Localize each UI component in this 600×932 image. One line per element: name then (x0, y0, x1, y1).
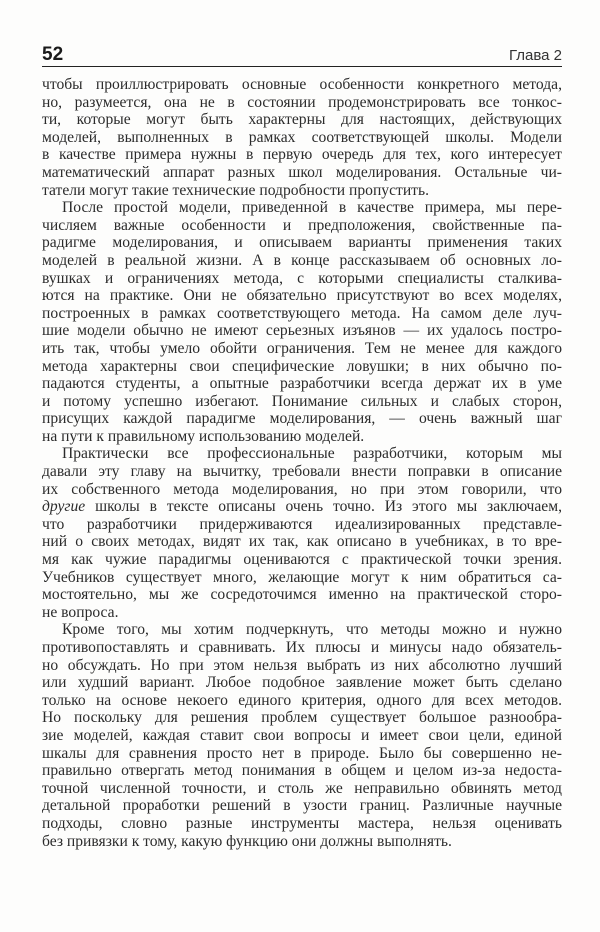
text-line: моделей в реальной жизни. А в конце рассказываем об основных ло- (42, 251, 562, 269)
text-line: точной численной точности, и столь же неправильно обвинять метод (42, 779, 562, 797)
text-line: присущих каждой парадигме моделирования, — очень важный шаг (42, 410, 562, 428)
text-line: вушках и ограничениях метода, с которыми специалисты сталкива- (42, 269, 562, 287)
text-line: или худший вариант. Любое подобное заявление может быть сделано (42, 674, 562, 692)
text-line: Практически все профессиональные разработчики, которым мы (62, 445, 562, 463)
text-line: После простой модели, приведенной в качестве примера, мы пере- (62, 199, 562, 217)
text-line: не вопроса. (42, 603, 119, 621)
text-line: мостоятельно, мы же сосредоточимся именно на практической сторо- (42, 586, 562, 604)
text-line: Кроме того, мы хотим подчеркнуть, что методы можно и нужно (62, 621, 562, 639)
text-line: ти, которые могут быть характерны для настоящих, действующих (42, 111, 562, 129)
text-line: в качестве примера нужны в первую очередь для тех, кого интересует (42, 146, 562, 164)
text-line: мя как чужие парадигмы оцениваются с практической точки зрения. (42, 551, 562, 569)
text-line: Но поскольку для решения проблем существует большое разнообра- (42, 709, 562, 727)
text-line: татели могут такие технические подробности пропустить. (42, 181, 430, 199)
page-body (42, 76, 562, 850)
text-line: их собственного метода моделирования, но при этом говорили, что (42, 480, 562, 498)
text-line: без привязки к тому, какую функцию они должны выполнять. (42, 832, 452, 850)
text-line: ются на практике. Они не обязательно присутствуют во всех моделях, (42, 287, 562, 305)
text-line: шие модели обычно не имеют серьезных изъянов — их удалось постро- (42, 322, 562, 340)
paragraph (42, 199, 562, 445)
text-line: моделей, выполненных в рамках соответствующей школы. Модели (42, 128, 562, 146)
text-line: но обсуждать. Но при этом нельзя выбрать из них абсолютно лучший (42, 656, 562, 674)
text-segment: школы в тексте описаны очень точно. Из этого мы заключаем, (85, 498, 562, 516)
text-line (42, 498, 562, 516)
paragraph (42, 621, 562, 850)
text-line: детальной проработки решений в узости границ. Различные научные (42, 797, 562, 815)
text-line: на пути к правильному использованию моделей. (42, 427, 365, 445)
text-line: падаются студенты, а опытные разработчики всегда держат их в уме (42, 375, 562, 393)
text-line: ить так, чтобы умело обойти ограничения. Тем не менее для каждого (42, 339, 562, 357)
text-line: только на основе некоего единого критерия, одного для всех методов. (42, 691, 562, 709)
text-line: зие моделей, каждая ставит свои вопросы и имеет свои цели, единой (42, 726, 562, 744)
paragraph (42, 445, 562, 621)
text-line: противопоставлять и сравнивать. Их плюсы и минусы надо обязатель- (42, 639, 562, 656)
text-line: метода характерны свои специфические ловушки; в них обычно по- (42, 357, 562, 375)
italic-text: другие (42, 498, 86, 516)
text-line: математический аппарат разных школ моделирования. Остальные чи- (42, 163, 562, 181)
text-line: подходы, словно разные инструменты мастера, нельзя оценивать (42, 814, 562, 832)
text-line: чтобы проиллюстрировать основные особенности конкретного метода, (42, 76, 562, 93)
running-header (42, 44, 562, 67)
text-line: но, разумеется, она не в состоянии продемонстрировать все тонкос- (42, 93, 562, 111)
text-line: Учебников существует много, желающие могут к ним обратиться са- (42, 568, 562, 586)
text-line: построенных в рамках соответствующего метода. На самом деле луч- (42, 304, 562, 322)
text-line: радигме моделирования, и описываем варианты применения таких (42, 234, 562, 252)
paragraph (42, 76, 562, 199)
page-number: 52 (42, 44, 64, 65)
text-line: числяем важные особенности и предположения, свойственные па- (42, 216, 562, 234)
chapter-title: Глава 2 (508, 47, 562, 64)
text-line: что разработчики придерживаются идеализированных представле- (42, 515, 562, 533)
text-line: давали эту главу на вычитку, требовали внести поправки в описание (42, 463, 562, 481)
text-line: шкалы для сравнения просто нет в природе. Было бы совершенно не- (42, 744, 562, 762)
text-line: и потому успешно избегают. Понимание сильных и слабых сторон, (42, 392, 562, 410)
text-line: правильно отвергать метод понимания в общем и целом из-за недоста- (42, 762, 562, 780)
text-line: ний о своих методах, видят их так, как описано в учебниках, в то вре- (42, 533, 562, 551)
